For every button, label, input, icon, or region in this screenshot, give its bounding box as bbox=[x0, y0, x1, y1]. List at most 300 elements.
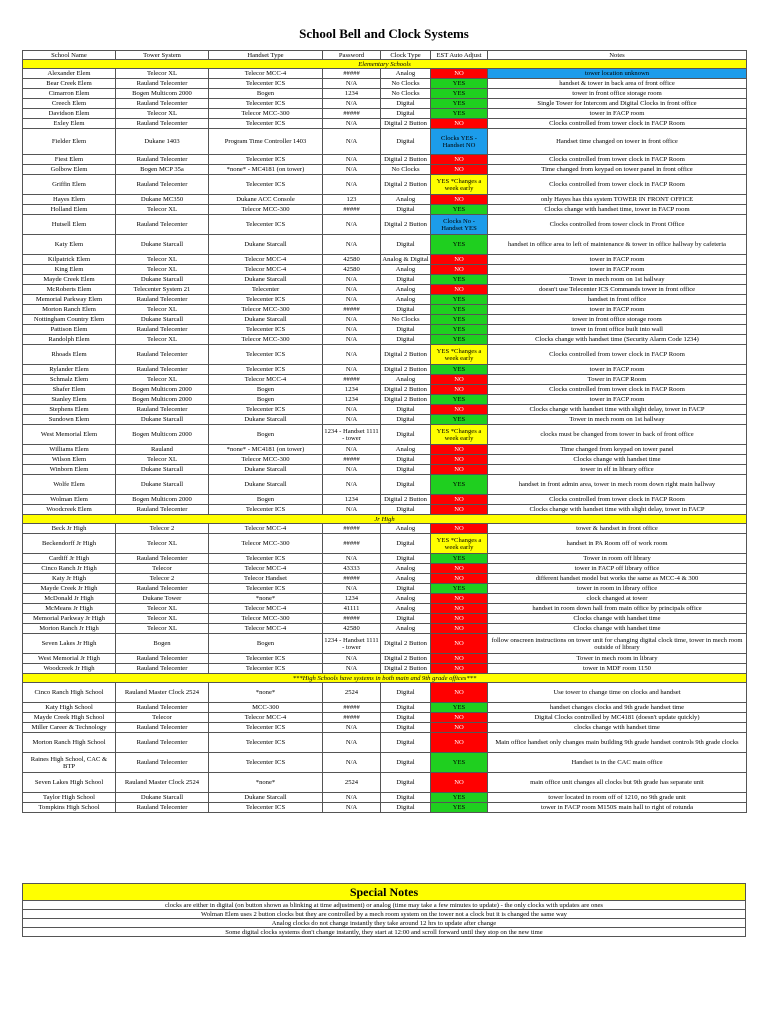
clock-type-cell: No Clocks bbox=[381, 315, 431, 325]
tower-system-cell: Telecor XL bbox=[116, 375, 209, 385]
handset-type-cell: Dukane Starcall bbox=[209, 475, 323, 495]
tower-system-cell: Dukane Starcall bbox=[116, 465, 209, 475]
table-row bbox=[23, 703, 747, 713]
clock-type-cell: Digital bbox=[381, 325, 431, 335]
handset-type-cell: Telecor MCC-300 bbox=[209, 614, 323, 624]
header-row bbox=[23, 51, 747, 60]
table-row bbox=[23, 295, 747, 305]
table-row bbox=[23, 524, 747, 534]
tower-system-cell: Dukane Starcall bbox=[116, 475, 209, 495]
auto-adjust-cell: NO bbox=[431, 713, 488, 723]
notes-cell: tower & handset in front office bbox=[488, 524, 747, 534]
table-row bbox=[23, 79, 747, 89]
handset-type-cell: Telecor MCC-300 bbox=[209, 109, 323, 119]
table-row bbox=[23, 614, 747, 624]
password-cell: N/A bbox=[323, 345, 381, 365]
auto-adjust-cell: NO bbox=[431, 604, 488, 614]
notes-cell: Clocks controlled from tower clock in FACP Room bbox=[488, 119, 747, 129]
table-row bbox=[23, 753, 747, 773]
password-cell: ##### bbox=[323, 703, 381, 713]
clock-type-cell: No Clocks bbox=[381, 79, 431, 89]
school-name-cell: Wilson Elem bbox=[23, 455, 116, 465]
table-row bbox=[23, 265, 747, 275]
special-note: clocks are either in digital (on button shown as blinking at time adjustment) or analog (time may take a few minutes to update) - the only clocks with updates are ones bbox=[23, 901, 746, 910]
school-name-header: School Name bbox=[23, 51, 116, 60]
auto-adjust-cell: NO bbox=[431, 773, 488, 793]
notes-cell: handset in office area to left of maintenance & tower in office hallway by cafeteria bbox=[488, 235, 747, 255]
password-cell: 1234 - Handset 1111 - tower bbox=[323, 425, 381, 445]
tower-system-cell: Telecenter System 21 bbox=[116, 285, 209, 295]
auto-adjust-cell: NO bbox=[431, 664, 488, 674]
table-row bbox=[23, 803, 747, 813]
notes-cell: tower in FACP off library office bbox=[488, 564, 747, 574]
auto-adjust-cell: NO bbox=[431, 634, 488, 654]
table-row bbox=[23, 119, 747, 129]
handset-type-cell: Telecor MCC-4 bbox=[209, 564, 323, 574]
password-cell: N/A bbox=[323, 405, 381, 415]
notes-cell: handset in room down hall from main office by principals office bbox=[488, 604, 747, 614]
table-row bbox=[23, 505, 747, 515]
auto-adjust-cell: NO bbox=[431, 495, 488, 505]
handset-type-cell: *none* bbox=[209, 683, 323, 703]
table-row bbox=[23, 285, 747, 295]
clock-type-cell: Analog & Digital bbox=[382, 256, 429, 263]
table-row bbox=[23, 325, 747, 335]
school-name-cell: Rhoads Elem bbox=[23, 345, 116, 365]
auto-adjust-cell: YES bbox=[431, 109, 488, 119]
section-header-row bbox=[23, 674, 747, 683]
auto-adjust-cell: YES bbox=[431, 99, 488, 109]
table-row bbox=[23, 445, 747, 455]
handset-type-cell: Telecenter ICS bbox=[209, 584, 323, 594]
auto-adjust-cell: NO bbox=[431, 723, 488, 733]
clock-type-cell: Analog bbox=[381, 564, 431, 574]
school-name-cell: Seven Lakes High School bbox=[23, 773, 116, 793]
clock-type-cell: Digital bbox=[381, 425, 431, 445]
password-cell: N/A bbox=[323, 584, 381, 594]
notes-cell: tower in FACP room bbox=[488, 305, 747, 315]
table-row bbox=[23, 723, 747, 733]
handset-type-cell: Dukane Starcall bbox=[209, 315, 323, 325]
clock-type-cell: Digital bbox=[381, 534, 431, 554]
notes-cell: Clocks change with handset time bbox=[488, 455, 747, 465]
tower-system-cell: Rauland Telecenter bbox=[116, 155, 209, 165]
table-row bbox=[23, 534, 747, 554]
notes-cell: Clocks controlled from tower clock in FACP Room bbox=[488, 495, 747, 505]
notes-cell: Clocks change with handset time, tower in FACP room bbox=[488, 205, 747, 215]
clock-type-cell: Analog bbox=[381, 524, 431, 534]
table-row bbox=[23, 275, 747, 285]
school-name-cell: Golbow Elem bbox=[23, 165, 116, 175]
notes-cell: handset in front office bbox=[488, 295, 747, 305]
password-cell: N/A bbox=[323, 723, 381, 733]
table-row bbox=[23, 654, 747, 664]
notes-cell: Use tower to change time on clocks and handset bbox=[488, 683, 747, 703]
tower-system-cell: Rauland Telecenter bbox=[116, 79, 209, 89]
clock-type-cell: Digital bbox=[381, 335, 431, 345]
special-notes-title: Special Notes bbox=[23, 884, 746, 901]
school-name-cell: Memorial Parkway Elem bbox=[23, 295, 116, 305]
clock-systems-table bbox=[22, 50, 747, 813]
password-cell: N/A bbox=[323, 654, 381, 664]
password-cell: N/A bbox=[323, 475, 381, 495]
password-cell: 123 bbox=[323, 195, 381, 205]
auto-adjust-cell: YES bbox=[431, 703, 488, 713]
special-notes-table bbox=[22, 883, 746, 937]
notes-cell: tower located in room off of 1210, no 9th grade unit bbox=[488, 793, 747, 803]
auto-adjust-cell: YES bbox=[431, 395, 488, 405]
tower-system-cell: Rauland Master Clock 2524 bbox=[116, 773, 209, 793]
table-row bbox=[23, 425, 747, 445]
tower-system-cell: Dukane MC350 bbox=[116, 195, 209, 205]
table-row bbox=[23, 584, 747, 594]
tower-system-cell: Telecor 2 bbox=[116, 574, 209, 584]
tower-system-cell: Rauland Telecenter bbox=[116, 325, 209, 335]
password-cell: N/A bbox=[323, 554, 381, 564]
tower-system-cell: Rauland Master Clock 2524 bbox=[116, 683, 209, 703]
auto-adjust-cell: YES *Changes a week early bbox=[431, 534, 488, 554]
clock-type-cell: Digital 2 Button bbox=[381, 495, 431, 505]
tower-system-cell: Rauland Telecenter bbox=[116, 733, 209, 753]
password-cell: N/A bbox=[323, 285, 381, 295]
notes-cell: tower in FACP room M150S main hall to right of rotunda bbox=[488, 803, 747, 813]
section-header-row bbox=[23, 60, 747, 69]
school-name-cell: Morton Ranch Elem bbox=[23, 305, 116, 315]
tower-system-cell: Rauland Telecenter bbox=[116, 365, 209, 375]
password-cell: N/A bbox=[323, 325, 381, 335]
clock-type-cell: Analog bbox=[381, 375, 431, 385]
school-name-cell: Nottingham Country Elem bbox=[23, 315, 116, 325]
tower-system-cell: Telecor XL bbox=[116, 604, 209, 614]
clock-type-cell: Digital bbox=[381, 109, 431, 119]
clock-type-cell: Analog bbox=[381, 265, 431, 275]
tower-system-cell: Bogen MCP 35a bbox=[116, 165, 209, 175]
password-cell: 2524 bbox=[323, 773, 381, 793]
tower-system-cell: Rauland Telecenter bbox=[116, 803, 209, 813]
notes-cell: Time changed from keypad on tower panel bbox=[488, 445, 747, 455]
tower-system-cell: Rauland Telecenter bbox=[116, 664, 209, 674]
table-row bbox=[23, 475, 747, 495]
password-header: Password bbox=[323, 51, 381, 60]
password-cell: N/A bbox=[323, 235, 381, 255]
auto-adjust-cell: YES bbox=[431, 275, 488, 285]
password-cell: N/A bbox=[323, 99, 381, 109]
handset-type-cell: Telecor MCC-300 bbox=[209, 455, 323, 465]
handset-type-cell: Dukane Starcall bbox=[209, 235, 323, 255]
auto-adjust-cell: YES bbox=[431, 89, 488, 99]
clock-type-cell: Digital bbox=[381, 584, 431, 594]
tower-system-cell: Dukane Starcall bbox=[116, 415, 209, 425]
school-name-cell: Wolfe Elem bbox=[23, 475, 116, 495]
school-name-cell: Mayde Creek Elem bbox=[23, 275, 116, 285]
table-row bbox=[23, 574, 747, 584]
tower-system-cell: Bogen Multicom 2000 bbox=[116, 425, 209, 445]
tower-system-cell: Telecor XL bbox=[116, 614, 209, 624]
notes-cell: tower in MDF room 1150 bbox=[488, 664, 747, 674]
table-row bbox=[23, 634, 747, 654]
school-name-cell: Stanley Elem bbox=[23, 395, 116, 405]
notes-cell: tower in FACP room bbox=[488, 109, 747, 119]
table-row bbox=[23, 683, 747, 703]
school-name-cell: Fiest Elem bbox=[23, 155, 116, 165]
handset-type-cell: Telecenter ICS bbox=[209, 753, 323, 773]
tower-system-cell: Dukane 1403 bbox=[116, 129, 209, 155]
password-cell: 1234 bbox=[323, 594, 381, 604]
handset-type-cell: Telecor MCC-300 bbox=[209, 534, 323, 554]
password-cell: N/A bbox=[323, 295, 381, 305]
password-cell: 1234 bbox=[323, 395, 381, 405]
handset-type-cell: Telecenter ICS bbox=[209, 99, 323, 109]
tower-system-cell: Telecor XL bbox=[116, 624, 209, 634]
auto-adjust-cell: YES bbox=[431, 79, 488, 89]
clock-type-cell: Digital bbox=[381, 554, 431, 564]
table-row bbox=[23, 405, 747, 415]
handset-type-cell: *none* bbox=[209, 773, 323, 793]
clock-type-cell: Digital bbox=[381, 803, 431, 813]
handset-type-header: Handset Type bbox=[209, 51, 323, 60]
section-header-row bbox=[23, 515, 747, 524]
tower-system-header: Tower System bbox=[116, 51, 209, 60]
school-name-cell: Bear Creek Elem bbox=[23, 79, 116, 89]
auto-adjust-cell: YES bbox=[431, 235, 488, 255]
auto-adjust-cell: YES bbox=[431, 305, 488, 315]
section-header: Elementary Schools bbox=[23, 60, 747, 69]
tower-system-cell: Telecor XL bbox=[116, 69, 209, 79]
notes-header: Notes bbox=[488, 51, 747, 60]
clock-type-cell: Digital bbox=[381, 475, 431, 495]
handset-type-cell: Telecenter ICS bbox=[209, 803, 323, 813]
handset-type-cell: Bogen bbox=[209, 634, 323, 654]
school-name-cell: McRoberts Elem bbox=[23, 285, 116, 295]
tower-system-cell: Telecor XL bbox=[116, 255, 209, 265]
tower-system-cell: Rauland Telecenter bbox=[116, 345, 209, 365]
auto-adjust-cell: NO bbox=[431, 574, 488, 584]
notes-cell: main office unit changes all clocks but 9th grade has separate unit bbox=[488, 773, 747, 793]
auto-adjust-cell: NO bbox=[431, 524, 488, 534]
clock-type-cell: No Clocks bbox=[381, 165, 431, 175]
notes-cell: Tower in mech room in library bbox=[488, 654, 747, 664]
handset-type-cell: Telecenter ICS bbox=[209, 505, 323, 515]
handset-type-cell: Telecenter ICS bbox=[209, 215, 323, 235]
auto-adjust-cell: NO bbox=[431, 624, 488, 634]
handset-type-cell: Bogen bbox=[209, 395, 323, 405]
notes-cell: tower in FACP room bbox=[488, 395, 747, 405]
table-row bbox=[23, 594, 747, 604]
clock-type-cell: Analog bbox=[381, 69, 431, 79]
handset-type-cell: MCC-300 bbox=[209, 703, 323, 713]
notes-cell: Main office handset only changes main building 9th grade handset controls 9th grade clocks bbox=[488, 733, 747, 753]
table-row bbox=[23, 69, 747, 79]
table-row bbox=[23, 713, 747, 723]
clock-type-cell: Digital bbox=[381, 305, 431, 315]
tower-system-cell: Rauland Telecenter bbox=[116, 703, 209, 713]
auto-adjust-cell: NO bbox=[431, 654, 488, 664]
password-cell: ##### bbox=[323, 524, 381, 534]
password-cell: N/A bbox=[323, 175, 381, 195]
handset-type-cell: Dukane Starcall bbox=[209, 275, 323, 285]
notes-cell: Tower in mech room on 1st hallway bbox=[488, 415, 747, 425]
clock-type-cell: Digital bbox=[381, 773, 431, 793]
table-row bbox=[23, 155, 747, 165]
handset-type-cell: Telecenter bbox=[209, 285, 323, 295]
handset-type-cell: *none* - MC4181 (on tower) bbox=[209, 445, 323, 455]
clock-type-cell: Digital 2 Button bbox=[381, 175, 431, 195]
notes-cell: Clocks controlled from tower clock in FACP Room bbox=[488, 385, 747, 395]
school-name-cell: Rylander Elem bbox=[23, 365, 116, 375]
table-row bbox=[23, 335, 747, 345]
table-row bbox=[23, 175, 747, 195]
password-cell: 2524 bbox=[323, 683, 381, 703]
password-cell: 41111 bbox=[323, 604, 381, 614]
password-cell: ##### bbox=[323, 455, 381, 465]
notes-cell: Clocks change with handset time with slight delay, tower in FACP bbox=[488, 405, 747, 415]
clock-type-cell: Digital bbox=[381, 99, 431, 109]
table-row bbox=[23, 129, 747, 155]
handset-type-cell: Telecenter ICS bbox=[209, 119, 323, 129]
tower-system-cell: Rauland Telecenter bbox=[116, 175, 209, 195]
notes-cell: follow onscreen instructions on tower unit for changing digital clock time, tower in mech room outside of library bbox=[488, 634, 747, 654]
notes-cell: only Hayes has this system TOWER IN FRONT OFFICE bbox=[488, 195, 747, 205]
clock-type-cell: Digital 2 Button bbox=[381, 654, 431, 664]
clock-type-cell: Digital 2 Button bbox=[381, 215, 431, 235]
notes-cell: Clocks change with handset time bbox=[488, 624, 747, 634]
notes-cell: tower in front office built into wall bbox=[488, 325, 747, 335]
tower-system-cell: Bogen Multicom 2000 bbox=[116, 385, 209, 395]
tower-system-cell: Rauland Telecenter bbox=[116, 505, 209, 515]
handset-type-cell: Telecor MCC-4 bbox=[209, 524, 323, 534]
password-cell: N/A bbox=[323, 664, 381, 674]
tower-system-cell: Dukane Starcall bbox=[116, 275, 209, 285]
clock-type-cell: No Clocks bbox=[381, 89, 431, 99]
auto-adjust-cell: YES *Changes a week early bbox=[431, 345, 488, 365]
notes-cell: tower in FACP room bbox=[488, 265, 747, 275]
school-name-cell: Beck Jr High bbox=[23, 524, 116, 534]
handset-type-cell: Telecenter ICS bbox=[209, 654, 323, 664]
special-note: Analog clocks do not change instantly they take around 12 hrs to update after change bbox=[23, 919, 746, 928]
table-row bbox=[23, 773, 747, 793]
section-header: ***High Schools have systems in both main and 9th grade offices*** bbox=[23, 674, 747, 683]
tower-system-cell: Rauland Telecenter bbox=[116, 295, 209, 305]
auto-adjust-cell: NO bbox=[431, 385, 488, 395]
auto-adjust-cell: NO bbox=[431, 614, 488, 624]
tower-system-cell: Rauland Telecenter bbox=[116, 99, 209, 109]
handset-type-cell: Telecenter ICS bbox=[209, 723, 323, 733]
notes-cell: Tower in mech room on 1st hallway bbox=[488, 275, 747, 285]
clock-type-cell: Analog bbox=[381, 604, 431, 614]
school-name-cell: Stephens Elem bbox=[23, 405, 116, 415]
handset-type-cell: Telecor MCC-4 bbox=[209, 375, 323, 385]
password-cell: N/A bbox=[323, 165, 381, 175]
auto-adjust-cell: YES bbox=[431, 415, 488, 425]
notes-cell: handset changes clocks and 9th grade handset time bbox=[488, 703, 747, 713]
tower-system-cell: Telecor XL bbox=[116, 109, 209, 119]
clock-type-cell: Digital 2 Button bbox=[381, 385, 431, 395]
tower-system-cell: Rauland bbox=[116, 445, 209, 455]
table-row bbox=[23, 564, 747, 574]
auto-adjust-cell: YES bbox=[431, 365, 488, 375]
password-cell: N/A bbox=[323, 445, 381, 455]
tower-system-cell: Rauland Telecenter bbox=[116, 654, 209, 664]
notes-cell: tower in front office storage room bbox=[488, 89, 747, 99]
table-row bbox=[23, 554, 747, 564]
handset-type-cell: Telecenter ICS bbox=[209, 664, 323, 674]
password-cell: N/A bbox=[323, 803, 381, 813]
handset-type-cell: Bogen bbox=[209, 385, 323, 395]
notes-cell: tower in front office storage room bbox=[488, 315, 747, 325]
clock-type-cell: Digital 2 Button bbox=[381, 634, 431, 654]
special-note: Some digital clocks systems don't change instantly, they start at 12:00 and scroll forward until they stop on the new time bbox=[23, 928, 746, 937]
school-name-cell: Katy Jr High bbox=[23, 574, 116, 584]
password-cell: N/A bbox=[323, 155, 381, 165]
handset-type-cell: Telecenter ICS bbox=[209, 325, 323, 335]
password-cell: N/A bbox=[323, 793, 381, 803]
clock-type-cell: Digital bbox=[381, 703, 431, 713]
password-cell: N/A bbox=[323, 119, 381, 129]
table-row bbox=[23, 415, 747, 425]
school-name-cell: Taylor High School bbox=[23, 793, 116, 803]
handset-type-cell: Bogen bbox=[209, 495, 323, 505]
notes-cell: Digital Clocks controlled by MC4181 (doesn't update quickly) bbox=[488, 713, 747, 723]
handset-type-cell: Telecenter ICS bbox=[209, 345, 323, 365]
auto-adjust-cell: NO bbox=[431, 505, 488, 515]
auto-adjust-cell: NO bbox=[431, 69, 488, 79]
table-row bbox=[23, 793, 747, 803]
password-cell: ##### bbox=[323, 713, 381, 723]
notes-cell: Clocks change with handset time with slight delay, tower in FACP bbox=[488, 505, 747, 515]
handset-type-cell: Dukane Starcall bbox=[209, 415, 323, 425]
notes-cell: tower in elf in library office bbox=[488, 465, 747, 475]
handset-type-cell: Telecenter ICS bbox=[209, 365, 323, 375]
school-name-cell: Raines High School, CAC & BTP bbox=[23, 753, 116, 773]
table-row bbox=[23, 195, 747, 205]
school-name-cell: Sundown Elem bbox=[23, 415, 116, 425]
auto-adjust-cell: NO bbox=[431, 375, 488, 385]
clock-type-cell: Digital bbox=[381, 683, 431, 703]
tower-system-cell: Telecor XL bbox=[116, 335, 209, 345]
table-row bbox=[23, 733, 747, 753]
handset-type-cell: Telecor MCC-4 bbox=[209, 69, 323, 79]
auto-adjust-cell: NO bbox=[431, 594, 488, 604]
school-name-cell: McMeans Jr High bbox=[23, 604, 116, 614]
handset-type-cell: Telecor MCC-300 bbox=[209, 205, 323, 215]
school-name-cell: West Memorial Elem bbox=[23, 425, 116, 445]
auto-adjust-cell: NO bbox=[431, 445, 488, 455]
tower-system-cell: Rauland Telecenter bbox=[116, 119, 209, 129]
auto-adjust-cell: YES bbox=[431, 584, 488, 594]
password-cell: ##### bbox=[323, 109, 381, 119]
notes-cell: Tower in FACP Room bbox=[488, 375, 747, 385]
auto-adjust-cell: Clocks YES - Handset NO bbox=[431, 129, 488, 155]
special-note: Wolman Elem uses 2 button clocks but they are controlled by a mech room system on the tower not a clock but it is changed the same way bbox=[23, 910, 746, 919]
school-name-cell: King Elem bbox=[23, 265, 116, 275]
password-cell: 1234 bbox=[323, 89, 381, 99]
notes-cell: clocks must be changed from tower in back of front office bbox=[488, 425, 747, 445]
notes-cell: Tower in room off library bbox=[488, 554, 747, 564]
password-cell: ##### bbox=[323, 205, 381, 215]
auto-adjust-cell: YES *Changes a week early bbox=[431, 425, 488, 445]
auto-adjust-cell: NO bbox=[431, 195, 488, 205]
tower-system-cell: Telecor 2 bbox=[116, 524, 209, 534]
school-name-cell: Seven Lakes Jr High bbox=[23, 634, 116, 654]
school-name-cell: Mayde Creek High School bbox=[23, 713, 116, 723]
notes-cell: Clocks change with handset time (Security Alarm Code 1234) bbox=[488, 335, 747, 345]
handset-type-cell: Telecor MCC-4 bbox=[209, 265, 323, 275]
tower-system-cell: Rauland Telecenter bbox=[116, 405, 209, 415]
table-row bbox=[23, 495, 747, 505]
school-name-cell: Pattison Elem bbox=[23, 325, 116, 335]
table-row bbox=[23, 215, 747, 235]
notes-cell: Handset time changed on tower in front office bbox=[488, 129, 747, 155]
